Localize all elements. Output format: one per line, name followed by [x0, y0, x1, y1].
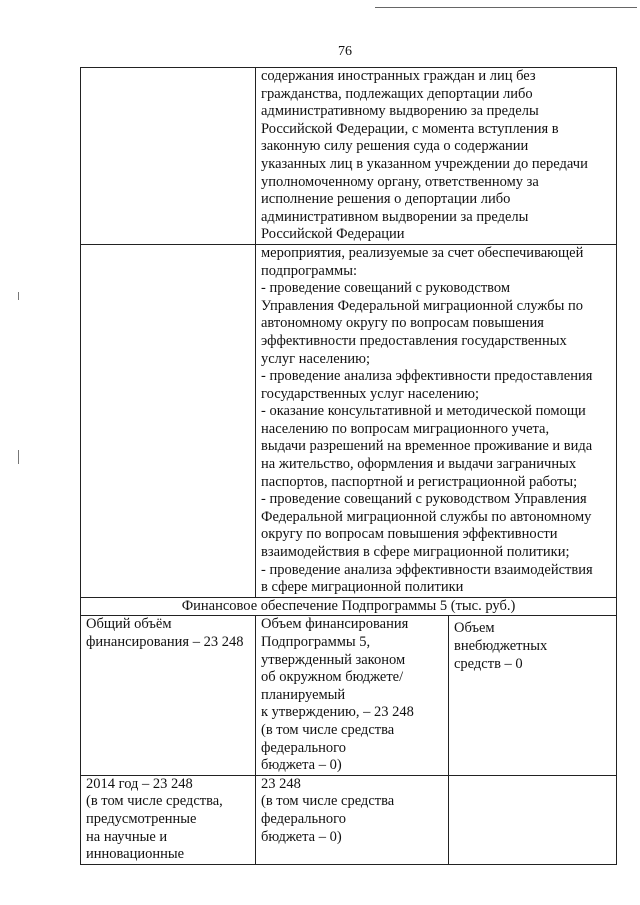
year-district-cell: 23 248 (в том числе средства федерального бюджета – 0)	[256, 775, 449, 864]
table-row	[81, 244, 617, 597]
district-budget-cell: Объем финансирования Подпрограммы 5, утвержденный законом об окружном бюджете/ планируемый к утверждению, – 23 248 (в том числе средства федерального бюджета – 0)	[256, 616, 449, 775]
empty-left-cell	[81, 244, 256, 597]
year-funding-cell: 2014 год – 23 248 (в том числе средства, предусмотренные на научные и инновационные	[81, 775, 256, 864]
margin-mark	[18, 292, 19, 300]
program-table	[80, 67, 617, 865]
finance-section-header: Финансовое обеспечение Подпрограммы 5 (тыс. руб.)	[81, 597, 617, 616]
table-row	[81, 775, 617, 864]
empty-left-cell	[81, 68, 256, 245]
total-funding-cell: Общий объём финансирования – 23 248	[81, 616, 256, 775]
year-extra-cell	[449, 775, 617, 864]
page-number: 76	[338, 44, 352, 59]
table-row	[81, 597, 617, 616]
top-rule	[375, 7, 637, 8]
margin-mark	[18, 450, 19, 464]
table-row	[81, 68, 617, 245]
measures-list-cell: мероприятия, реализуемые за счет обеспечивающей подпрограммы: - проведение совещаний с руководством Управления Федеральной миграционной службы по автономному округу по вопросам повышения эффективности предоставления государственных услуг населению; - проведение анализа эффективности предоставления государственных услуг населению; - оказание консультативной и методической помощи населению по вопросам миграционного учета, выдачи разрешений на временное проживание и вида на жительство, оформления и выдачи заграничных паспортов, паспортной и регистрационной работы; - проведение совещаний с руководством Управления Федеральной миграционной службы по автономному округу по вопросам повышения эффективности взаимодействия в сфере миграционной политики; - проведение анализа эффективности взаимодействия в сфере миграционной политики	[256, 244, 617, 597]
extra-budget-cell: Объем внебюджетных средств – 0	[449, 616, 617, 775]
detention-description-cell: содержания иностранных граждан и лиц без гражданства, подлежащих депортации либо административному выдворению за пределы Российской Федерации, с момента вступления в законную силу решения суда о содержании указанных лиц в указанном учреждении до передачи уполномоченному органу, ответственному за исполнение решения о депортации либо административном выдворении за пределы Российской Федерации	[256, 68, 617, 245]
table-row	[81, 616, 617, 775]
